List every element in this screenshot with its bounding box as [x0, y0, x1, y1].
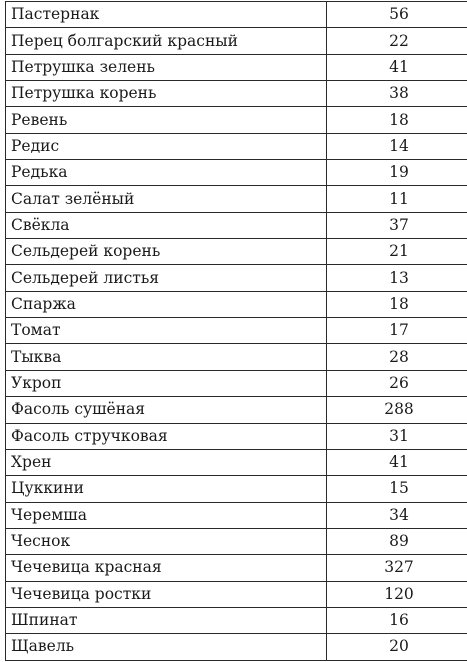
product-name-cell: Спаржа: [6, 291, 327, 317]
product-name-cell: Петрушка зелень: [6, 54, 327, 80]
table-row: [6, 634, 467, 660]
value-cell: 20: [327, 634, 467, 660]
value-cell: 288: [327, 397, 467, 423]
product-name-cell: Укроп: [6, 370, 327, 396]
value-cell: 22: [327, 28, 467, 54]
table-row: [6, 581, 467, 607]
product-name-cell: Свёкла: [6, 212, 327, 238]
product-name-cell: Сельдерей листья: [6, 265, 327, 291]
product-name-cell: Черемша: [6, 502, 327, 528]
value-cell: 41: [327, 449, 467, 475]
table-row: [6, 186, 467, 212]
value-cell: 16: [327, 607, 467, 633]
value-cell: 17: [327, 318, 467, 344]
value-cell: 14: [327, 133, 467, 159]
product-name-cell: Салат зелёный: [6, 186, 327, 212]
value-cell: 38: [327, 81, 467, 107]
table-row: [6, 607, 467, 633]
data-table: [5, 1, 467, 661]
table-row: [6, 449, 467, 475]
table-body: [6, 2, 467, 661]
value-cell: 19: [327, 160, 467, 186]
table-row: [6, 2, 467, 28]
table-row: [6, 81, 467, 107]
table-row: [6, 370, 467, 396]
product-name-cell: Хрен: [6, 449, 327, 475]
value-cell: 11: [327, 186, 467, 212]
value-cell: 89: [327, 528, 467, 554]
product-name-cell: Редька: [6, 160, 327, 186]
table-row: [6, 28, 467, 54]
product-name-cell: Пастернак: [6, 2, 327, 28]
product-name-cell: Петрушка корень: [6, 81, 327, 107]
product-name-cell: Чечевица ростки: [6, 581, 327, 607]
value-cell: 37: [327, 212, 467, 238]
product-name-cell: Сельдерей корень: [6, 239, 327, 265]
value-cell: 26: [327, 370, 467, 396]
value-cell: 28: [327, 344, 467, 370]
product-name-cell: Щавель: [6, 634, 327, 660]
product-name-cell: Цуккини: [6, 476, 327, 502]
table-row: [6, 555, 467, 581]
product-name-cell: Чечевица красная: [6, 555, 327, 581]
table-row: [6, 476, 467, 502]
value-cell: 18: [327, 107, 467, 133]
table-row: [6, 423, 467, 449]
vegetable-values-table: [5, 1, 465, 661]
table-row: [6, 160, 467, 186]
table-row: [6, 291, 467, 317]
table-row: [6, 212, 467, 238]
value-cell: 41: [327, 54, 467, 80]
product-name-cell: Редис: [6, 133, 327, 159]
product-name-cell: Фасоль сушёная: [6, 397, 327, 423]
table-row: [6, 397, 467, 423]
product-name-cell: Фасоль стручковая: [6, 423, 327, 449]
product-name-cell: Томат: [6, 318, 327, 344]
product-name-cell: Перец болгарский красный: [6, 28, 327, 54]
table-row: [6, 528, 467, 554]
table-row: [6, 265, 467, 291]
product-name-cell: Тыква: [6, 344, 327, 370]
table-row: [6, 107, 467, 133]
table-row: [6, 344, 467, 370]
value-cell: 31: [327, 423, 467, 449]
value-cell: 13: [327, 265, 467, 291]
product-name-cell: Шпинат: [6, 607, 327, 633]
value-cell: 56: [327, 2, 467, 28]
table-row: [6, 133, 467, 159]
table-row: [6, 239, 467, 265]
value-cell: 18: [327, 291, 467, 317]
table-row: [6, 502, 467, 528]
value-cell: 327: [327, 555, 467, 581]
value-cell: 21: [327, 239, 467, 265]
value-cell: 120: [327, 581, 467, 607]
product-name-cell: Чеснок: [6, 528, 327, 554]
value-cell: 34: [327, 502, 467, 528]
value-cell: 15: [327, 476, 467, 502]
table-row: [6, 54, 467, 80]
table-row: [6, 318, 467, 344]
product-name-cell: Ревень: [6, 107, 327, 133]
